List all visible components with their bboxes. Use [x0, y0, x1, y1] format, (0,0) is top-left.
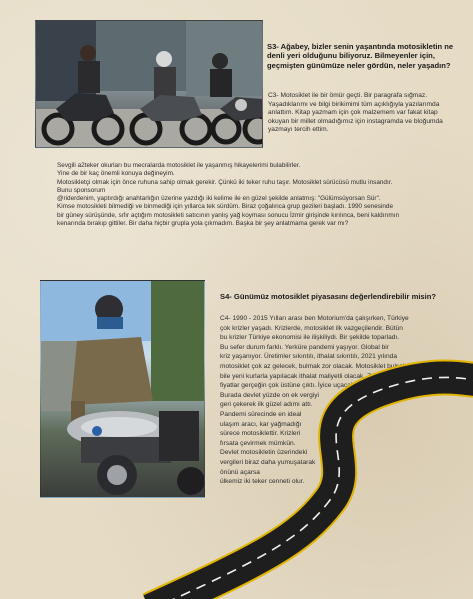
photo-three-riders: [35, 20, 263, 148]
answer-line: önünü açarsa: [220, 468, 260, 476]
answer-line: ülkemiz iki teker cenneti olur.: [220, 478, 305, 486]
middle-line: kenarında bırakıp gittiler. Bir daha hiçbir grupla yola çıkmadım. Başka bir şey anlatmama gerek var mı?: [57, 220, 349, 228]
photo-rider-bmw: [40, 280, 205, 498]
answer-line: geri çekerek ilk güzel adımı attı.: [220, 401, 313, 409]
answer-line: C4- 1990 - 2015 Yılları arası ben Motorium'da çalışırken, Türkiye: [220, 315, 409, 322]
answer-line: ulaşım aracı, kar yağmadığı: [220, 420, 302, 428]
middle-line: Bunu sponsorum: [57, 186, 106, 194]
answer-line: fırsata çevirmek mümkün.: [220, 439, 296, 447]
question-s4: S4- Günümüz motosiklet piyasasını değerlendirebilir misin?: [220, 292, 437, 301]
answer-line: bu krizler Türkiye ekonomisi ile ilişkiliydi. Bir şekilde toparladı.: [220, 334, 400, 342]
middle-line: @riderdenim, yaptırdığı anahtarlığın üzerine yazdığı iki kelime ile en güzel şekilde anlatmış: "Gülümsüyorsan Sür".: [57, 195, 381, 203]
middle-line: Kimse motosikleti bilmediği ve binmediği için yıllarca tek sürdüm. Biraz çoğalınca grup gezileri başladı. 1990 senesinde: [57, 203, 394, 211]
middle-line: Motosikletçi olmak için önce ruhuna sahip olmak gerekir. Çünkü iki teker ruhu taşır. Motosiklet sürücüsü mutlu insandır.: [57, 178, 393, 186]
answer-line: bile yeni kurlarla yapılacak ithalat maliyetli olacak. Zaten: [220, 372, 384, 380]
answer-line: Devlet motosikletin üzerindeki: [220, 449, 308, 457]
answer-line: fiyatlar gerçeğin çok üstüne çıktı. İyice uçacak.: [220, 382, 356, 390]
answer-c4: [220, 314, 460, 487]
answer-line: vergileri biraz daha yumuşatarak: [220, 458, 316, 466]
answer-line: motosiklet çok az gelecek, bulmak zor olacak. Motosiklet bulsak: [220, 362, 407, 370]
answer-c3: C3- Motosiklet ile bir ömür geçti. Bir paragrafa sığmaz. Yaşadıklarımı ve bilgi birikimimi tüm açıklığıyla yazılarımda anlattım. Kitap yazmam için çok malzemem var fakat kitap okuyan bir millet olmadığımız için instagramda ve bloğumda yazmayı tercih ettim.: [268, 92, 443, 133]
middle-line: Sevgili a2teker okurları bu mecralarda motosiklet ile yaşanmış hikayelerimi bulabilirler.: [57, 162, 301, 169]
three-riders-with-motorcycles-icon: [36, 21, 263, 148]
answer-line: Pandemi sürecinde en ideal: [220, 410, 302, 418]
answer-line: çok krizler yaşadı. Krizlerde, motosiklet ilk vazgeçilendir. Bütün: [220, 324, 403, 332]
answer-line: kriz yaşanıyor. Üretimler sıkıntılı, ithalat sıkıntılı, 2021 yılında: [220, 353, 398, 361]
middle-paragraph: [57, 162, 457, 228]
middle-line: Yine de bir kaç önemli konuya değineyim.: [57, 170, 175, 178]
middle-line: bir güney sürüşünde, sıfır açtığım motosikleti satıcının yanlış yağ koyması sonucu İzmir girişinde kırılınca, beni kaldırımın: [57, 211, 400, 219]
answer-line: sürece motosiklettir. Krizleri: [220, 430, 301, 438]
answer-line: Bu sefer durum farklı. Yerküre pandemi yaşıyor. Global bir: [220, 343, 389, 351]
rider-with-bmw-motorcycle-icon: [41, 281, 205, 498]
answer-line: Burada devlet yüzde on ek vergiyi: [220, 391, 319, 399]
question-s3: S3- Ağabey, bizler senin yaşantında motosikletin ne denli yeri olduğunu biliyoruz. Bilmeyenler için, geçmişten günümüze neler gördün, neler yaşadın?: [267, 42, 454, 70]
